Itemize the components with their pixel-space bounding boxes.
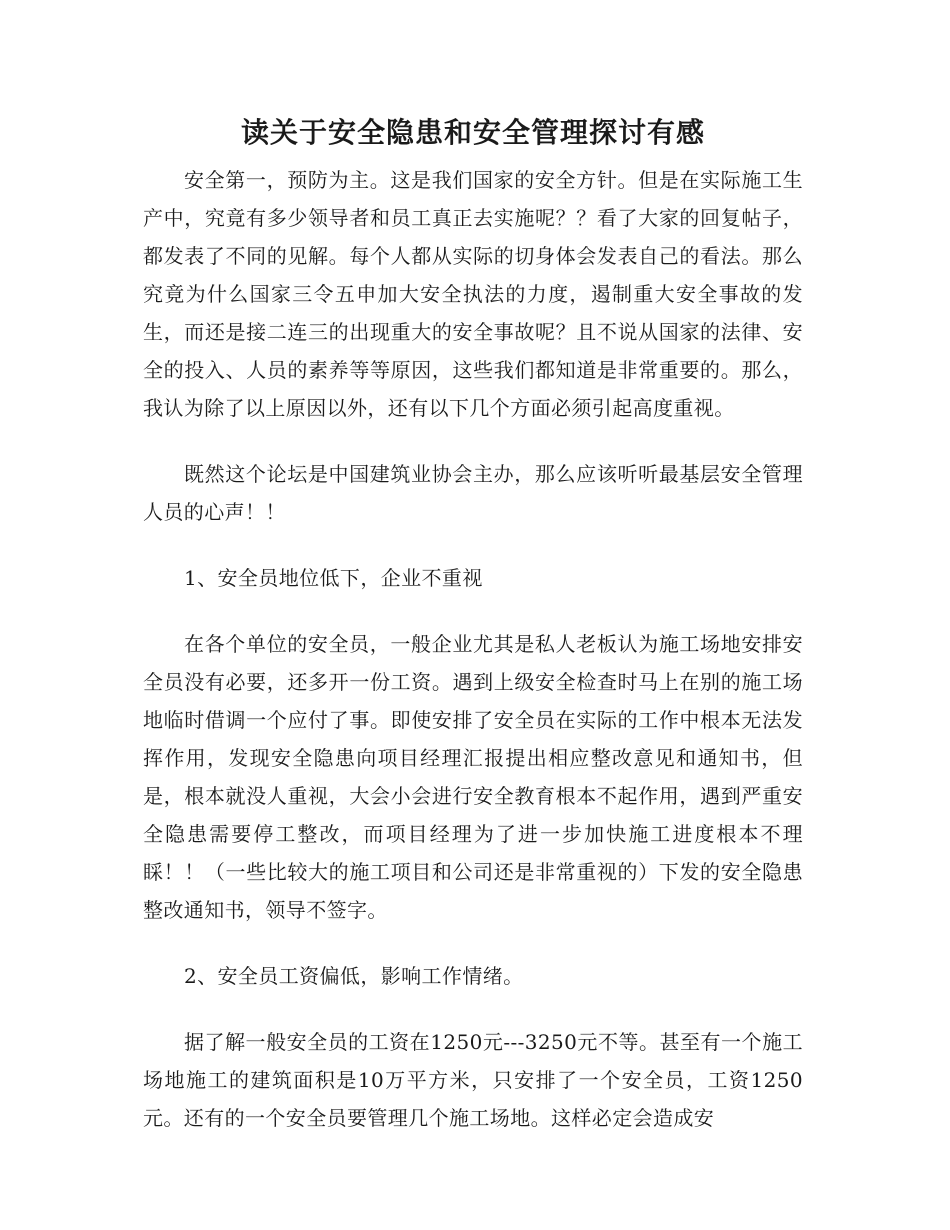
section-heading-1: 1、安全员地位低下，企业不重视 xyxy=(184,566,483,590)
paragraph-forum-note: 既然这个论坛是中国建筑业协会主办，那么应该听听最基层安全管理人员的心声！！ xyxy=(143,462,803,524)
paragraph-section-2: 据了解一般安全员的工资在1250元---3250元不等。甚至有一个施工场地施工的建筑面积是10万平方米，只安排了一个安全员，工资1250元。还有的一个安全员要管理几个施工场地。这样必定会造成安 xyxy=(143,1030,803,1130)
paragraph-intro: 安全第一，预防为主。这是我们国家的安全方针。但是在实际施工生产中，究竟有多少领导者和员工真正去实施呢？？看了大家的回复帖子，都发表了不同的见解。每个人都从实际的切身体会发表自己的看法。那么究竟为什么国家三令五申加大安全执法的力度，遏制重大安全事故的发生，而还是接二连三的出现重大的安全事故呢？且不说从国家的法律、安全的投入、人员的素养等等原因，这些我们都知道是非常重要的。那么，我认为除了以上原因以外，还有以下几个方面必须引起高度重视。 xyxy=(143,168,803,420)
section-heading-2: 2、安全员工资偏低，影响工作情绪。 xyxy=(184,964,524,988)
document-title: 读关于安全隐患和安全管理探讨有感 xyxy=(240,116,705,149)
document-page xyxy=(143,113,803,1137)
paragraph-section-1: 在各个单位的安全员，一般企业尤其是私人老板认为施工场地安排安全员没有必要，还多开一份工资。遇到上级安全检查时马上在别的施工场地临时借调一个应付了事。即使安排了安全员在实际的工作中根本无法发挥作用，发现安全隐患向项目经理汇报提出相应整改意见和通知书，但是，根本就没人重视，大会小会进行安全教育根本不起作用，遇到严重安全隐患需要停工整改，而项目经理为了进一步加快施工进度根本不理睬！！（一些比较大的施工项目和公司还是非常重视的）下发的安全隐患整改通知书，领导不签字。 xyxy=(143,632,803,922)
